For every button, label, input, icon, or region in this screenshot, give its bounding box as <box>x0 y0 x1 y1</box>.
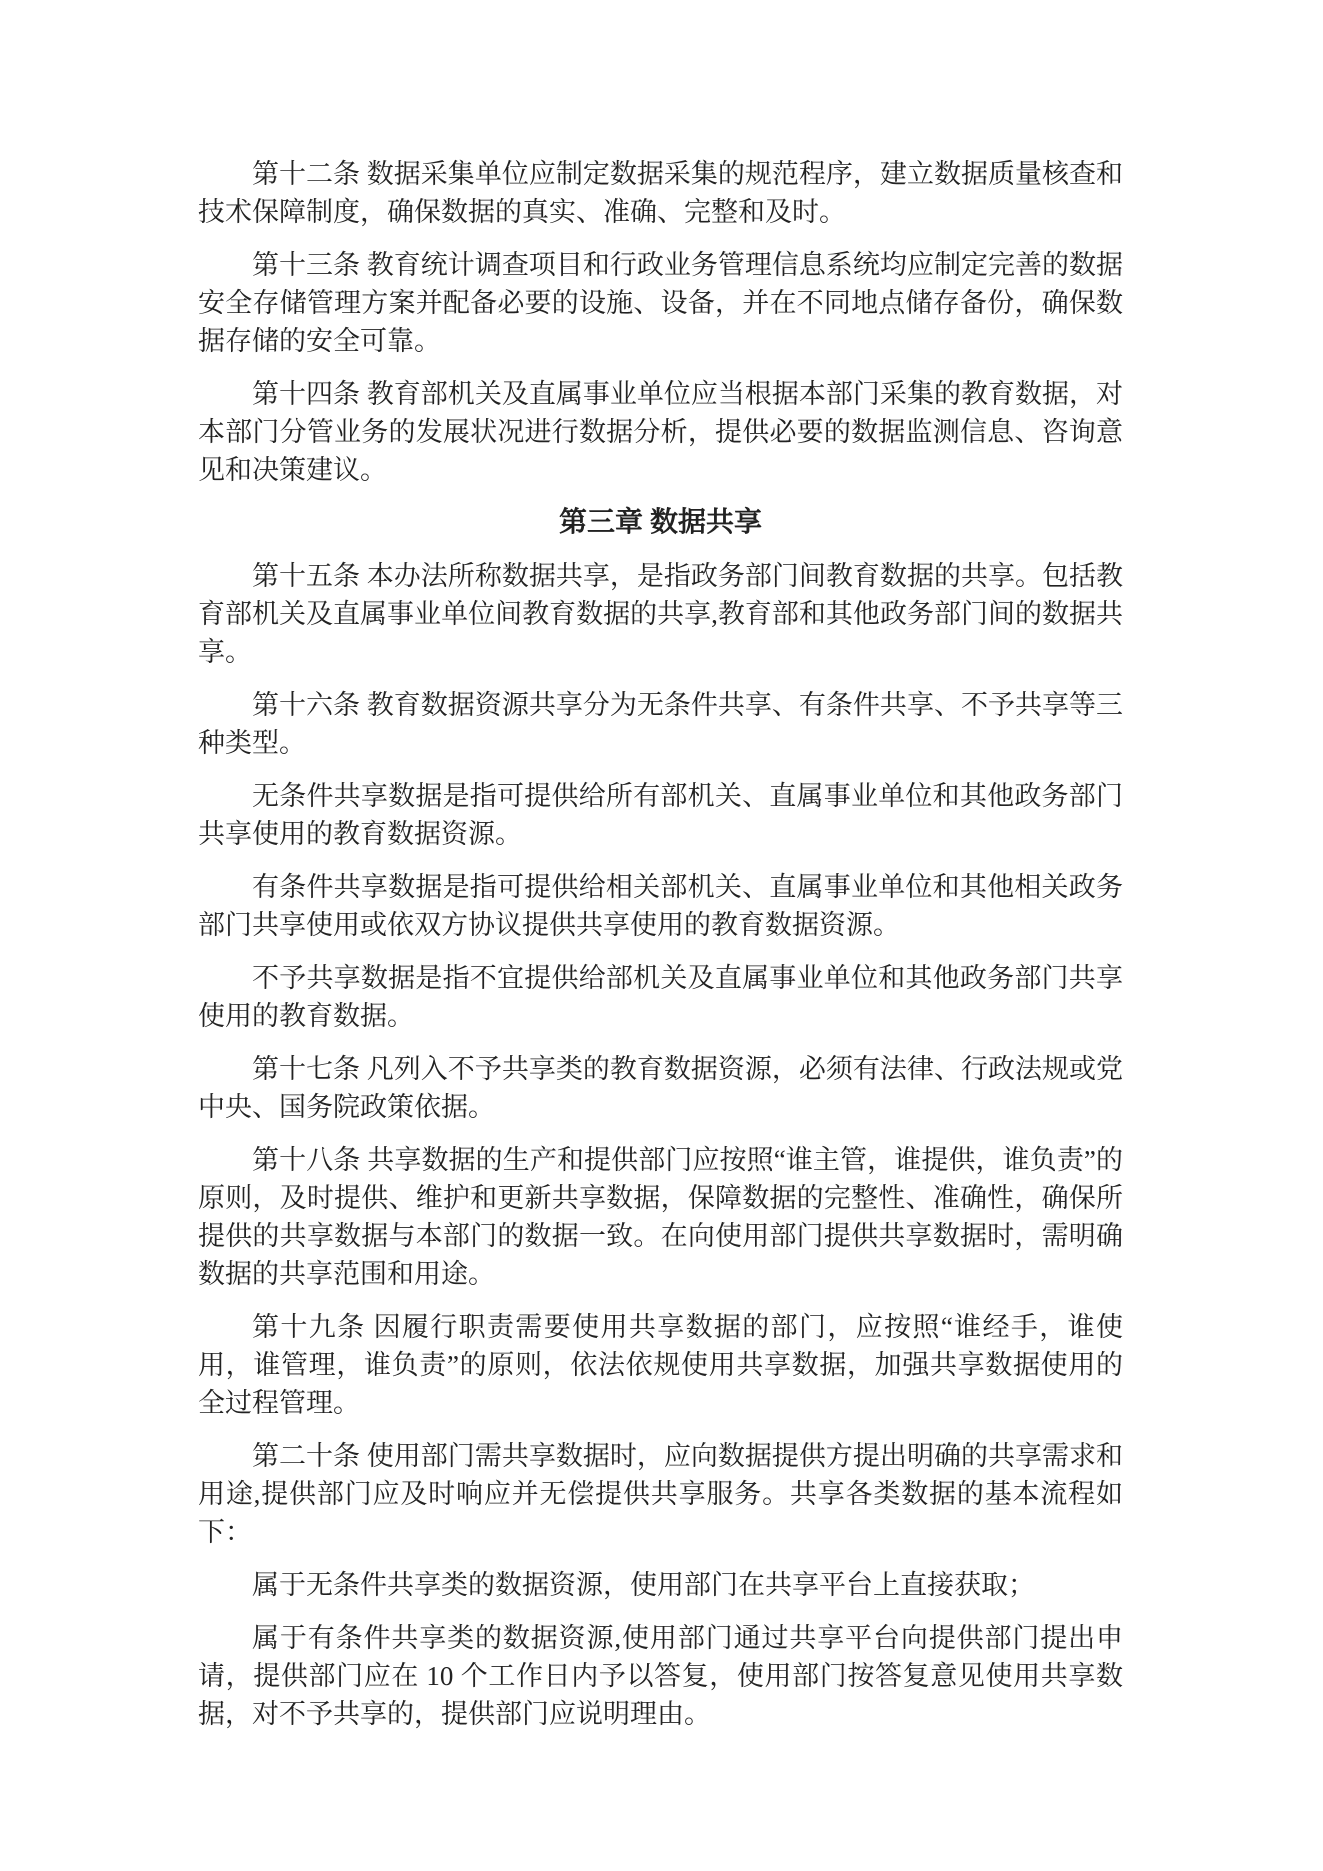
paragraph-article-13: 第十三条 教育统计调查项目和行政业务管理信息系统均应制定完善的数据安全存储管理方案并配备必要的设施、设备，并在不同地点储存备份，确保数据存储的安全可靠。 <box>198 250 1123 356</box>
paragraph-article-16-nonshare: 不予共享数据是指不宜提供给部机关及直属事业单位和其他政务部门共享使用的教育数据。 <box>198 963 1123 1031</box>
paragraph-article-17: 第十七条 凡列入不予共享类的教育数据资源，必须有法律、行政法规或党中央、国务院政策依据。 <box>198 1054 1123 1122</box>
paragraph-article-12: 第十二条 数据采集单位应制定数据采集的规范程序，建立数据质量核查和技术保障制度，确保数据的真实、准确、完整和及时。 <box>198 159 1123 227</box>
paragraph-article-16-unconditional: 无条件共享数据是指可提供给所有部机关、直属事业单位和其他政务部门共享使用的教育数据资源。 <box>198 781 1123 849</box>
paragraph-article-15: 第十五条 本办法所称数据共享，是指政务部门间教育数据的共享。包括教育部机关及直属事业单位间教育数据的共享,教育部和其他政务部门间的数据共享。 <box>198 561 1123 667</box>
paragraph-article-14: 第十四条 教育部机关及直属事业单位应当根据本部门采集的教育数据，对本部门分管业务的发展状况进行数据分析，提供必要的数据监测信息、咨询意见和决策建议。 <box>198 379 1123 485</box>
paragraph-article-16-conditional: 有条件共享数据是指可提供给相关部机关、直属事业单位和其他相关政务部门共享使用或依双方协议提供共享使用的教育数据资源。 <box>198 872 1123 940</box>
paragraph-article-20: 第二十条 使用部门需共享数据时，应向数据提供方提出明确的共享需求和用途,提供部门应及时响应并无偿提供共享服务。共享各类数据的基本流程如下： <box>198 1441 1123 1547</box>
paragraph-article-20-conditional: 属于有条件共享类的数据资源,使用部门通过共享平台向提供部门提出申请，提供部门应在 10 个工作日内予以答复，使用部门按答复意见使用共享数据，对不予共享的，提供部门应说明理由。 <box>198 1623 1123 1729</box>
paragraph-article-18: 第十八条 共享数据的生产和提供部门应按照“谁主管，谁提供，谁负责”的原则，及时提供、维护和更新共享数据，保障数据的完整性、准确性，确保所提供的共享数据与本部门的数据一致。在向使用部门提供共享数据时，需明确数据的共享范围和用途。 <box>198 1145 1123 1289</box>
paragraph-article-20-unconditional: 属于无条件共享类的数据资源，使用部门在共享平台上直接获取； <box>252 1570 1035 1600</box>
chapter-3-heading: 第三章 数据共享 <box>558 507 762 538</box>
paragraph-article-16: 第十六条 教育数据资源共享分为无条件共享、有条件共享、不予共享等三种类型。 <box>198 690 1123 758</box>
paragraph-article-19: 第十九条 因履行职责需要使用共享数据的部门，应按照“谁经手，谁使用，谁管理，谁负责”的原则，依法依规使用共享数据，加强共享数据使用的全过程管理。 <box>198 1312 1123 1418</box>
